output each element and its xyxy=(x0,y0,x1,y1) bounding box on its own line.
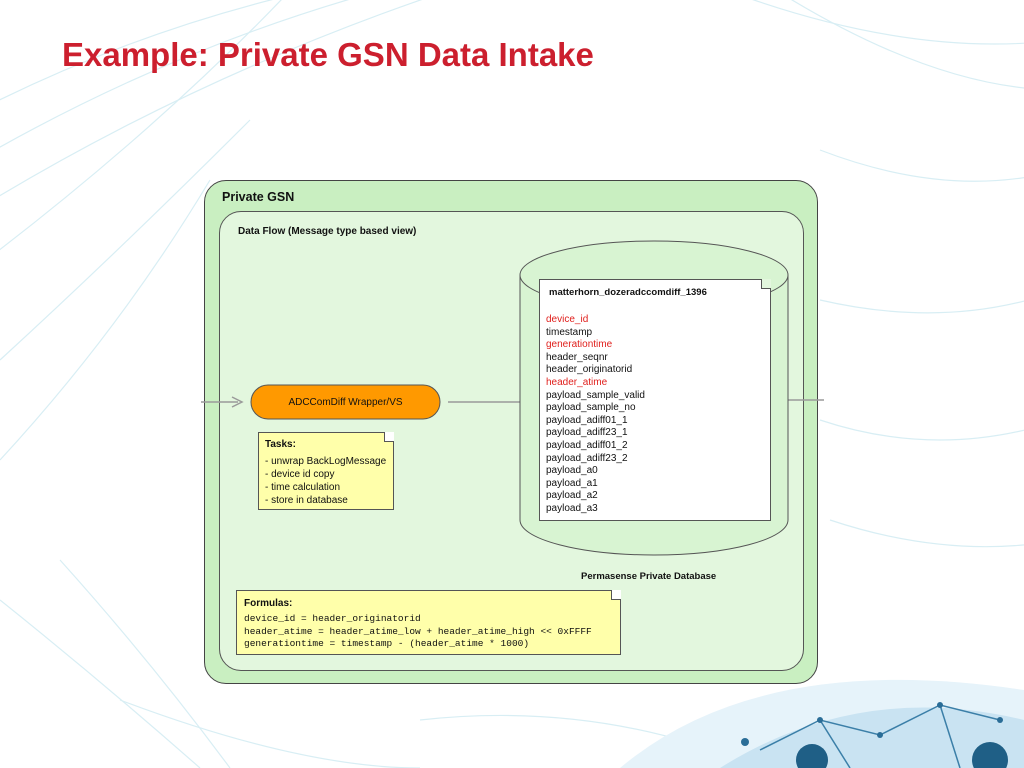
task-item: - unwrap BackLogMessage xyxy=(265,456,387,467)
table-field: payload_a1 xyxy=(546,477,598,489)
slide-title: Example: Private GSN Data Intake xyxy=(62,36,594,73)
database-table xyxy=(539,279,771,521)
formula-line: generationtime = timestamp - (header_atime * 1000) xyxy=(244,638,530,649)
task-item: - store in database xyxy=(265,495,348,506)
private-gsn-title: Private GSN xyxy=(222,190,295,204)
database-label: Permasense Private Database xyxy=(581,571,717,582)
table-field: payload_adiff01_1 xyxy=(546,414,628,426)
table-field: generationtime xyxy=(546,339,613,351)
table-field-list xyxy=(546,314,645,516)
table-field: header_seqnr xyxy=(546,351,608,363)
table-field: payload_sample_no xyxy=(546,402,636,414)
table-field: payload_sample_valid xyxy=(546,389,645,401)
table-field: payload_adiff01_2 xyxy=(546,439,628,451)
task-item: - time calculation xyxy=(265,482,341,493)
formula-line: header_atime = header_atime_low + header_atime_high << 0xFFFF xyxy=(244,625,592,637)
note-fold-corner xyxy=(384,432,394,442)
formulas-note xyxy=(236,590,621,655)
table-fold-corner xyxy=(761,279,771,289)
task-item: - device id copy xyxy=(265,469,335,480)
table-field: payload_a3 xyxy=(546,502,598,514)
data-flow-title: Data Flow (Message type based view) xyxy=(238,226,417,237)
formula-line: device_id = header_originatorid xyxy=(244,613,421,624)
table-field: header_atime xyxy=(546,376,608,388)
table-field: payload_a0 xyxy=(546,465,598,477)
table-field: device_id xyxy=(546,314,589,325)
note-fold-corner xyxy=(611,590,621,600)
table-field: timestamp xyxy=(546,326,593,338)
wrapper-node-label: ADCComDiff Wrapper/VS xyxy=(288,396,403,408)
tasks-note xyxy=(258,432,394,510)
tasks-note-title: Tasks: xyxy=(265,439,296,450)
table-field: header_originatorid xyxy=(546,364,633,376)
table-field: payload_adiff23_1 xyxy=(546,427,628,439)
table-field: payload_adiff23_2 xyxy=(546,452,628,464)
formulas-note-title: Formulas: xyxy=(244,598,293,609)
table-field: payload_a2 xyxy=(546,490,598,502)
table-name: matterhorn_dozeradccomdiff_1396 xyxy=(549,287,707,298)
